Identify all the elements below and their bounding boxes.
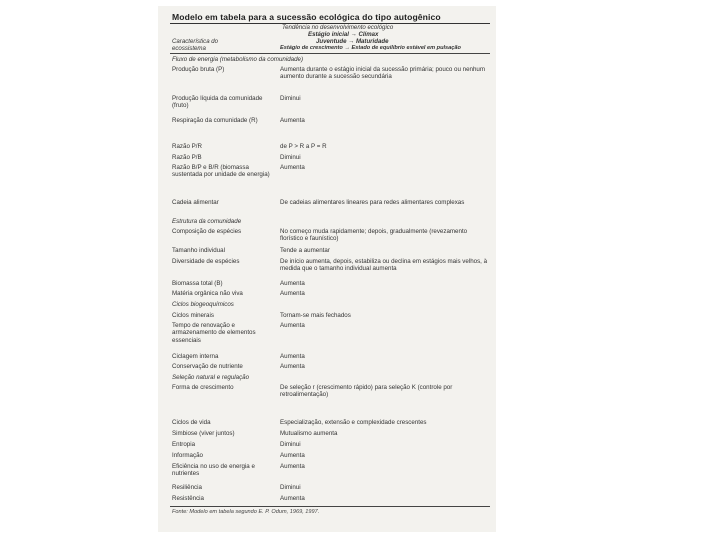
row-trend: Aumenta — [280, 117, 305, 124]
row-characteristic: Respiração da comunidade (R) — [172, 117, 258, 124]
row-characteristic: Cadeia alimentar — [172, 199, 219, 206]
header-youth: Juventude → Maturidade — [316, 38, 389, 45]
header-col1-line1: Característica do — [172, 38, 219, 45]
row-characteristic: Conservação de nutriente — [172, 363, 243, 370]
row-characteristic: Razão P/B — [172, 154, 202, 161]
row-trend: Tende a aumentar — [280, 247, 330, 254]
row-characteristic: Produção líquida da comunidade (fruto) — [172, 95, 263, 110]
row-characteristic: Eficiência no uso de energia e nutrientes — [172, 463, 255, 478]
header-trend: Tendência no desenvolvimento ecológico — [282, 24, 394, 31]
row-characteristic: Ciclos minerais — [172, 312, 214, 319]
section-structure: Estrutura da comunidade — [172, 218, 242, 225]
document-page — [158, 6, 496, 532]
row-trend: Aumenta — [280, 290, 305, 297]
header-stage: Estágio inicial → Clímax — [308, 31, 379, 38]
section-cycles: Ciclos biogeoquímicos — [172, 301, 234, 308]
row-trend: De seleção r (crescimento rápido) para seleção K (controle por retroalimentação) — [280, 384, 453, 399]
row-characteristic: Entropia — [172, 441, 196, 448]
row-trend: Diminui — [280, 484, 301, 491]
row-trend: Mutualismo aumenta — [280, 430, 338, 437]
row-trend: Aumenta — [280, 322, 305, 329]
row-characteristic: Informação — [172, 452, 203, 459]
row-characteristic: Razão P/R — [172, 143, 202, 150]
row-trend: Aumenta — [280, 164, 305, 171]
bottom-rule — [170, 506, 490, 507]
row-trend: Diminui — [280, 154, 301, 161]
row-characteristic: Biomassa total (B) — [172, 280, 223, 287]
row-characteristic: Simbiose (viver juntos) — [172, 430, 235, 437]
row-trend: Diminui — [280, 441, 301, 448]
header-rule — [170, 53, 490, 54]
row-trend: De início aumenta, depois, estabiliza ou declina em estágios mais velhos, à medida que o tamanho individual aumenta — [280, 258, 488, 273]
table-title: Modelo em tabela para a sucessão ecológica do tipo autogênico — [172, 12, 441, 22]
row-trend: de P > R a P = R — [280, 143, 327, 150]
row-characteristic: Composição de espécies — [172, 228, 242, 235]
source-note: Fonte: Modelo em tabela segundo E. P. Odum, 1969, 1997. — [172, 509, 320, 515]
row-characteristic: Ciclos de vida — [172, 419, 211, 426]
row-characteristic: Resistência — [172, 495, 204, 502]
row-trend: Aumenta — [280, 353, 305, 360]
row-trend: De cadeias alimentares lineares para redes alimentares complexas — [280, 199, 465, 206]
row-trend: Aumenta durante o estágio inicial da sucessão primária; pouco ou nenhum aumento durante a sucessão secundária — [280, 66, 486, 81]
header-growth: Estágio de crescimento → Estado de equilíbrio estável em pulsação — [280, 45, 461, 51]
header-col1-line2: ecossistema — [172, 45, 206, 52]
section-selection: Seleção natural e regulação — [172, 374, 250, 381]
row-characteristic: Tempo de renovação e armazenamento de elementos essenciais — [172, 322, 256, 344]
row-trend: Tornam-se mais fechados — [280, 312, 351, 319]
row-trend: Aumenta — [280, 495, 305, 502]
row-characteristic: Ciclagem interna — [172, 353, 219, 360]
row-characteristic: Matéria orgânica não viva — [172, 290, 243, 297]
row-trend: Aumenta — [280, 280, 305, 287]
row-characteristic: Resiliência — [172, 484, 202, 491]
row-trend: Diminui — [280, 95, 301, 102]
row-trend: Aumenta — [280, 463, 305, 470]
row-characteristic: Tamanho individual — [172, 247, 225, 254]
section-energy: Fluxo de energia (metabolismo da comunidade) — [172, 56, 304, 63]
row-trend: Aumenta — [280, 363, 305, 370]
row-characteristic: Produção bruta (P) — [172, 66, 225, 73]
row-trend: Especialização, extensão e complexidade crescentes — [280, 419, 427, 426]
row-characteristic: Razão B/P e B/R (biomassa sustentada por unidade de energia) — [172, 164, 270, 179]
row-trend: No começo muda rapidamente; depois, gradualmente (revezamento florístico e faunístico) — [280, 228, 468, 243]
row-trend: Aumenta — [280, 452, 305, 459]
row-characteristic: Diversidade de espécies — [172, 258, 240, 265]
row-characteristic: Forma de crescimento — [172, 384, 234, 391]
